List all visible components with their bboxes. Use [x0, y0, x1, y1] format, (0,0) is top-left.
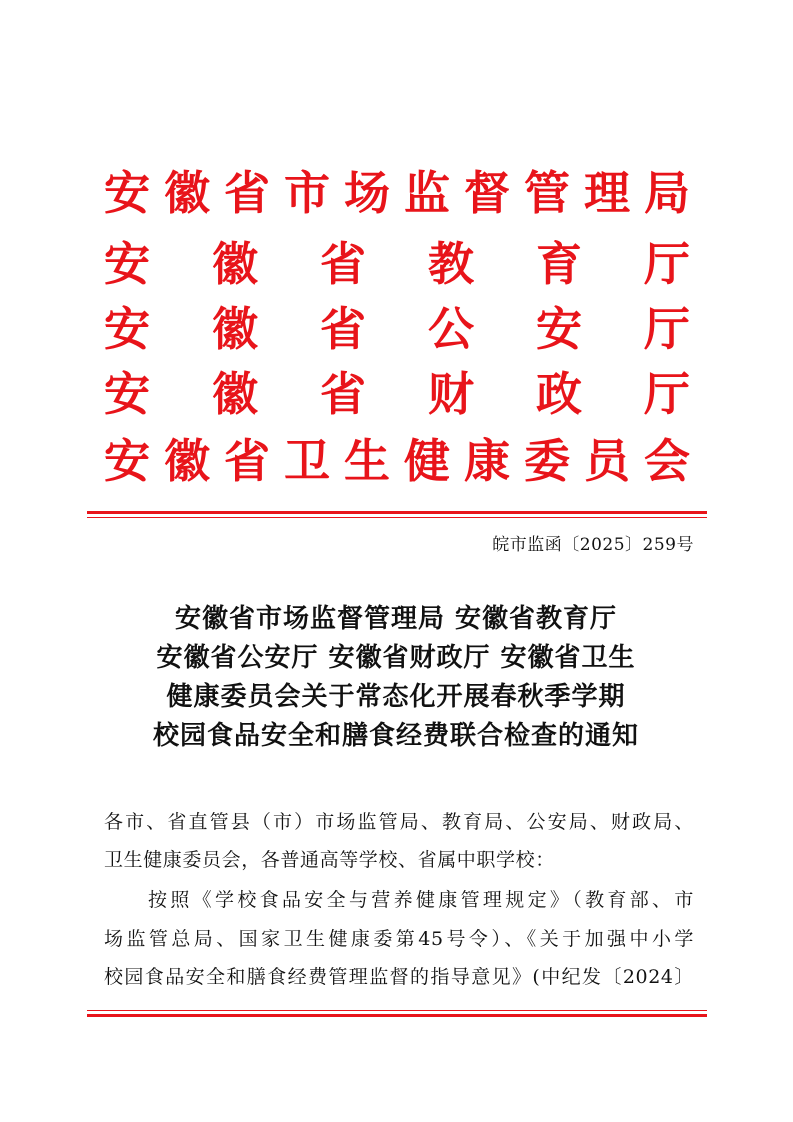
issuer-char: 局	[644, 166, 690, 220]
issuer-char: 财	[428, 367, 474, 421]
issuer-char: 公	[428, 302, 474, 356]
issuer-char: 监	[404, 166, 450, 220]
title-line: 安徽省公安厅 安徽省财政厅 安徽省卫生	[156, 643, 636, 673]
issuer-char: 安	[536, 302, 582, 356]
issuer-char: 理	[584, 166, 630, 220]
issuer-char: 员	[584, 434, 630, 488]
issuer-char: 督	[464, 166, 510, 220]
body-text-line: 按照《学校食品安全与营养健康管理规定》（教育部、市	[148, 889, 694, 911]
issuer-char: 育	[536, 237, 582, 291]
issuer-char: 省	[320, 367, 366, 421]
footer-rule-thin	[87, 1010, 707, 1011]
issuer-char: 徽	[164, 166, 210, 220]
addressee-line: 各市、省直管县（市）市场监管局、教育局、公安局、财政局、	[104, 811, 694, 833]
issuer-char: 安	[104, 367, 150, 421]
issuer-char: 教	[428, 237, 474, 291]
issuer-char: 健	[404, 434, 450, 488]
issuer-char: 徽	[212, 367, 258, 421]
issuer-char: 委	[524, 434, 570, 488]
issuer-public-security	[104, 301, 690, 357]
title-line: 安徽省市场监督管理局 安徽省教育厅	[174, 604, 618, 634]
issuer-health-commission	[104, 433, 690, 489]
issuer-char: 生	[344, 434, 390, 488]
issuer-char: 厅	[644, 367, 690, 421]
issuer-char: 场	[344, 166, 390, 220]
masthead-rule-thick	[87, 511, 707, 514]
issuer-char: 市	[284, 166, 330, 220]
issuer-char: 厅	[644, 302, 690, 356]
issuer-char: 政	[536, 367, 582, 421]
footer-rule-thick	[87, 1014, 707, 1017]
issuer-char: 安	[104, 237, 150, 291]
issuer-char: 徽	[212, 302, 258, 356]
issuer-finance	[104, 366, 690, 422]
body-text-line: 校园食品安全和膳食经费管理监督的指导意见》(中纪发〔2024〕	[104, 966, 694, 988]
issuer-char: 会	[644, 434, 690, 488]
issuer-char: 省	[320, 302, 366, 356]
issuer-char: 管	[524, 166, 570, 220]
issuer-char: 徽	[212, 237, 258, 291]
title-line: 校园食品安全和膳食经费联合检查的通知	[152, 721, 639, 751]
issuer-char: 安	[104, 166, 150, 220]
addressee-line: 卫生健康委员会，各普通高等学校、省属中职学校：	[104, 849, 555, 871]
body-text-line: 场监管总局、国家卫生健康委第45号令）、《关于加强中小学	[104, 928, 694, 950]
title-line: 健康委员会关于常态化开展春秋季学期	[166, 682, 626, 712]
issuer-char: 省	[224, 434, 270, 488]
issuer-char: 安	[104, 434, 150, 488]
issuer-education	[104, 236, 690, 292]
issuer-char: 卫	[284, 434, 330, 488]
masthead-rule-thin	[87, 517, 707, 518]
issuer-char: 康	[464, 434, 510, 488]
issuer-char: 省	[224, 166, 270, 220]
issuer-char: 省	[320, 237, 366, 291]
issuer-market-regulation	[104, 165, 690, 221]
issuer-char: 厅	[644, 237, 690, 291]
issuer-char: 安	[104, 302, 150, 356]
document-number: 皖市监函〔2025〕259号	[492, 535, 694, 555]
issuer-char: 徽	[164, 434, 210, 488]
document-title	[96, 600, 696, 756]
